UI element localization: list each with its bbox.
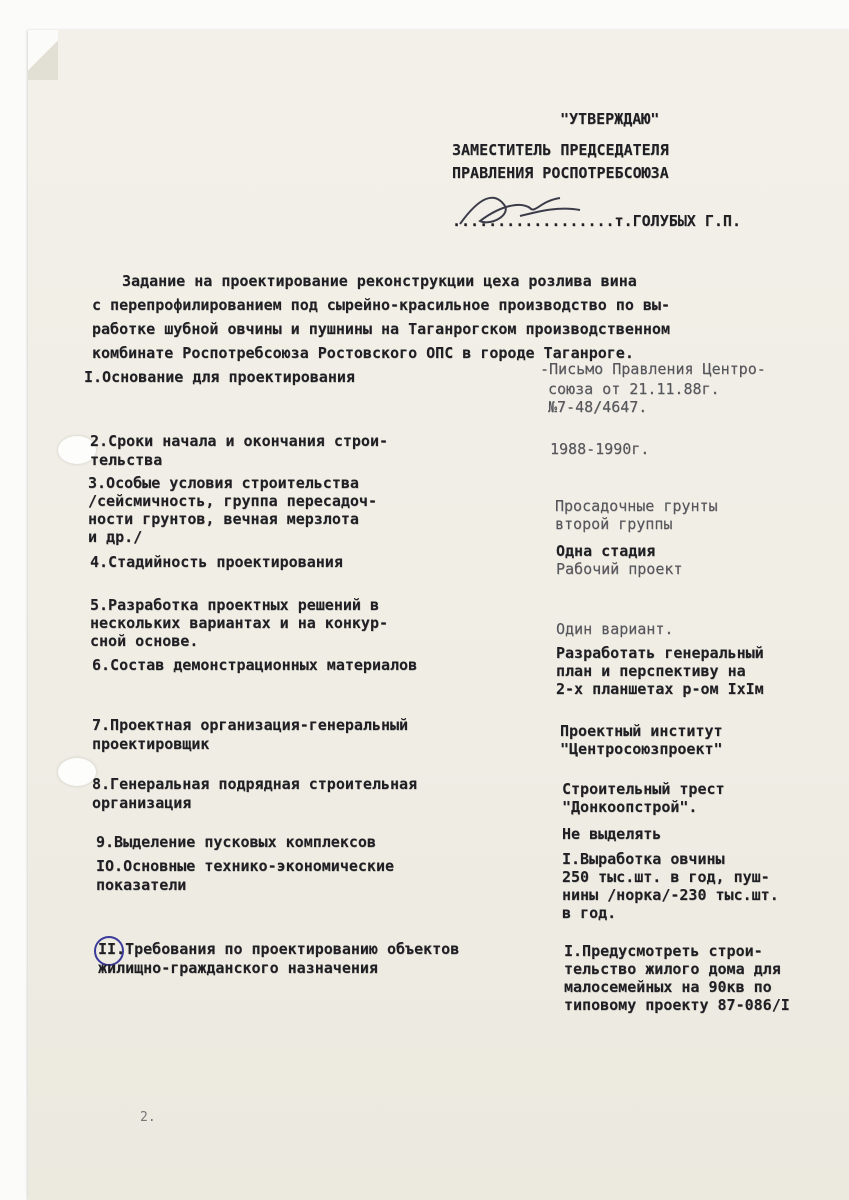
item-6-label: 6.Состав демонстрационных материалов xyxy=(92,656,418,674)
item-9-value: Не выделять xyxy=(562,825,662,843)
item-11-label: II.Требования по проектированию объектов xyxy=(98,940,460,958)
item-1-value: №7-48/4647. xyxy=(548,398,648,416)
item-1-value: -Письмо Правления Центро- xyxy=(540,360,766,378)
punch-hole xyxy=(58,758,96,786)
item-10-value: нины /норка/-230 тыс.шт. xyxy=(562,886,779,904)
item-3-label: ности грунтов, вечная мерзлота xyxy=(88,510,359,528)
intro-line: работке шубной овчины и пушнины на Таганрогском производственном xyxy=(92,320,670,338)
item-8-label: организация xyxy=(92,794,192,812)
item-7-label: 7.Проектная организация-генеральный xyxy=(92,716,409,734)
item-11-value: I.Предусмотреть строи- xyxy=(564,942,763,960)
item-3-value: второй группы xyxy=(555,515,673,533)
item-11-value: тельство жилого дома для xyxy=(564,960,781,978)
item-1-value: союза от 21.11.88г. xyxy=(548,380,720,398)
item-3-label: /сейсмичность, группа пересадоч- xyxy=(88,492,377,510)
item-10-label: показатели xyxy=(96,876,187,894)
approver-title-line2: ПРАВЛЕНИЯ РОСПОТРЕБСОЮЗА xyxy=(452,164,669,182)
item-2-label: тельства xyxy=(90,451,163,469)
item-10-value: 250 тыс.шт. в год, пуш- xyxy=(562,868,770,886)
item-3-value: Просадочные грунты xyxy=(555,497,718,515)
intro-line: Задание на проектирование реконструкции цеха розлива вина xyxy=(122,272,637,290)
item-2-label: 2.Сроки начала и окончания строи- xyxy=(90,432,389,450)
page-mark: 2. xyxy=(140,1110,156,1125)
intro-line: комбинате Роспотребсоюза Ростовского ОПС в городе Таганроге. xyxy=(92,344,634,362)
item-7-value: Проектный институт xyxy=(560,722,723,740)
item-3-label: 3.Особые условия строительства xyxy=(88,474,359,492)
approver-title-line1: ЗАМЕСТИТЕЛЬ ПРЕДСЕДАТЕЛЯ xyxy=(452,141,669,159)
item-3-label: и др./ xyxy=(88,528,143,546)
item-5-value: Один вариант. xyxy=(556,620,674,638)
item-5-label: сной основе. xyxy=(90,632,199,650)
item-7-value: "Центросоюзпроект" xyxy=(560,740,723,758)
item-11-label: жилищно-гражданского назначения xyxy=(98,959,378,977)
item-6-value: Разработать генеральный xyxy=(556,644,764,662)
item-4-value: Рабочий проект xyxy=(556,560,683,578)
item-4-value: Одна стадия xyxy=(556,542,656,560)
item-9-label: 9.Выделение пусковых комплексов xyxy=(96,833,376,851)
item-8-value: "Донкоопстрой". xyxy=(562,798,698,816)
approve-stamp: "УТВЕРЖДАЮ" xyxy=(560,110,660,128)
item-4-label: 4.Стадийность проектирования xyxy=(90,553,343,571)
item-7-label: проектировщик xyxy=(92,735,210,753)
signatory-line: ..................т.ГОЛУБЫХ Г.П. xyxy=(452,212,741,230)
intro-line: с перепрофилированием под сырейно-красильное производство по вы- xyxy=(92,296,670,314)
item-10-value: I.Выработка овчины xyxy=(562,850,725,868)
item-10-value: в год. xyxy=(562,904,617,922)
item-8-value: Строительный трест xyxy=(562,780,725,798)
folded-corner xyxy=(28,30,58,80)
item-11-value: малосемейных на 90кв по xyxy=(564,978,772,996)
item-1-label: I.Основание для проектирования xyxy=(84,368,355,386)
item-11-value: типовому проекту 87-086/I xyxy=(564,996,790,1014)
item-8-label: 8.Генеральная подрядная строительная xyxy=(92,775,418,793)
item-6-value: 2-х планшетах р-ом IxIм xyxy=(556,680,764,698)
item-6-value: план и перспективу на xyxy=(556,662,746,680)
item-5-label: нескольких вариантах и на конкур- xyxy=(90,614,389,632)
item-10-label: IO.Основные технико-экономические xyxy=(96,857,395,875)
item-5-label: 5.Разработка проектных решений в xyxy=(90,596,379,614)
item-2-value: 1988-1990г. xyxy=(550,440,650,458)
